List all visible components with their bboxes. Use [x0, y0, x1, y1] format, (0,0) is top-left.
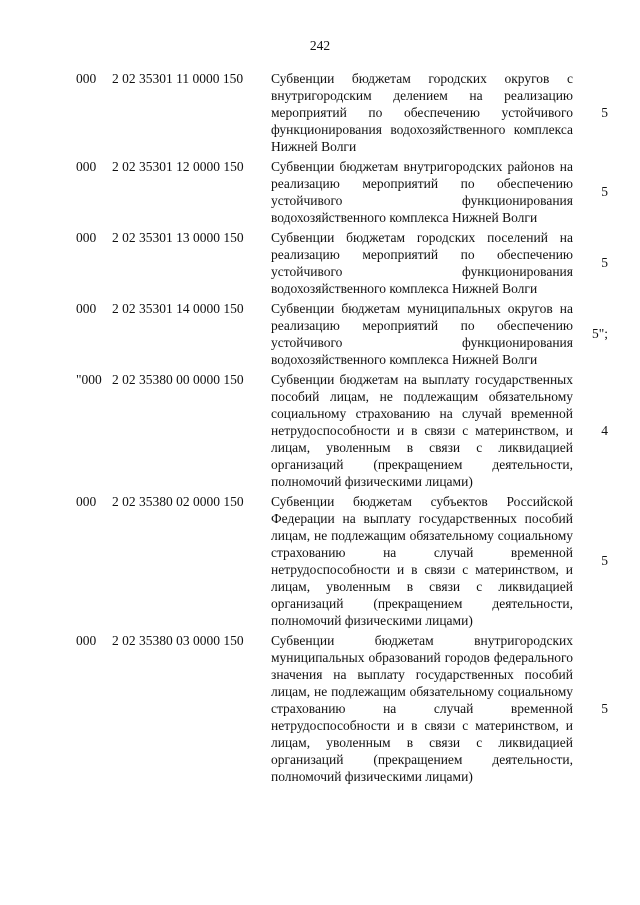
admin-code: 000: [76, 230, 97, 245]
table-row: [0, 70, 640, 155]
budget-table: [0, 70, 640, 785]
table-row: [0, 632, 640, 785]
row-description: Субвенции бюджетам внутригородских муниципальных образований городов федерального значения на выплату государственных пособий лицам, не подлежащим обязательному социальному страхованию на случай временной нетрудоспособности и в связи с материнством, и лицам, уволенным в связи с ликвидацией организаций (прекращением деятельности, полномочий физическими лицами): [271, 633, 573, 784]
row-description: Субвенции бюджетам субъектов Российской Федерации на выплату государственных пособий лицам, не подлежащим обязательному социальному страхованию на случай временной нетрудоспособности и в связи с материнством, и лицам, уволенным в связи с ликвидацией организаций (прекращением деятельности, полномочий физическими лицами): [271, 494, 573, 628]
row-value: 5";: [591, 326, 608, 341]
budget-classification-code: 2 02 35380 00 0000 150: [112, 372, 244, 387]
row-description: Субвенции бюджетам на выплату государственных пособий лицам, не подлежащим обязательному социальному страхованию на случай временной нетрудоспособности и в связи с материнством, и лицам, уволенным в связи с ликвидацией организаций (прекращением деятельности, полномочий физическими лицами): [271, 372, 573, 489]
table-row: [0, 229, 640, 297]
table-row: [0, 371, 640, 490]
admin-code: 000: [76, 494, 97, 509]
table-row: [0, 158, 640, 226]
budget-classification-code: 2 02 35380 03 0000 150: [112, 633, 244, 648]
row-value: 4: [601, 422, 608, 438]
admin-code: 000: [76, 301, 97, 316]
row-description: Субвенции бюджетам внутригородских районов на реализацию мероприятий по обеспечению устойчивого функционирования водохозяйственного комплекса Нижней Волги: [271, 159, 573, 225]
budget-classification-code: 2 02 35301 11 0000 150: [112, 71, 244, 86]
row-description: Субвенции бюджетам городских округов с внутригородским делением на реализацию мероприятий по обеспечению устойчивого функционирования водохозяйственного комплекса Нижней Волги: [271, 71, 573, 154]
budget-classification-code: 2 02 35301 13 0000 150: [112, 230, 244, 245]
row-description: Субвенции бюджетам муниципальных округов на реализацию мероприятий по обеспечению устойчивого функционирования водохозяйственного комплекса Нижней Волги: [271, 301, 573, 367]
row-value: 5: [601, 255, 608, 270]
row-value: 5: [601, 553, 608, 568]
budget-classification-code: 2 02 35301 14 0000 150: [112, 301, 244, 316]
admin-code: "000: [76, 372, 102, 387]
page-number: 242: [309, 38, 331, 53]
row-value: 5: [601, 104, 608, 120]
budget-classification-code: 2 02 35301 12 0000 150: [112, 159, 244, 174]
row-value: 5: [601, 184, 608, 199]
table-row: [0, 493, 640, 629]
admin-code: 000: [76, 159, 97, 174]
table-row: [0, 300, 640, 368]
budget-classification-code: 2 02 35380 02 0000 150: [112, 494, 244, 509]
admin-code: 000: [76, 71, 97, 86]
admin-code: 000: [76, 633, 97, 648]
row-value: 5: [601, 700, 608, 716]
row-description: Субвенции бюджетам городских поселений на реализацию мероприятий по обеспечению устойчивого функционирования водохозяйственного комплекса Нижней Волги: [271, 230, 573, 296]
